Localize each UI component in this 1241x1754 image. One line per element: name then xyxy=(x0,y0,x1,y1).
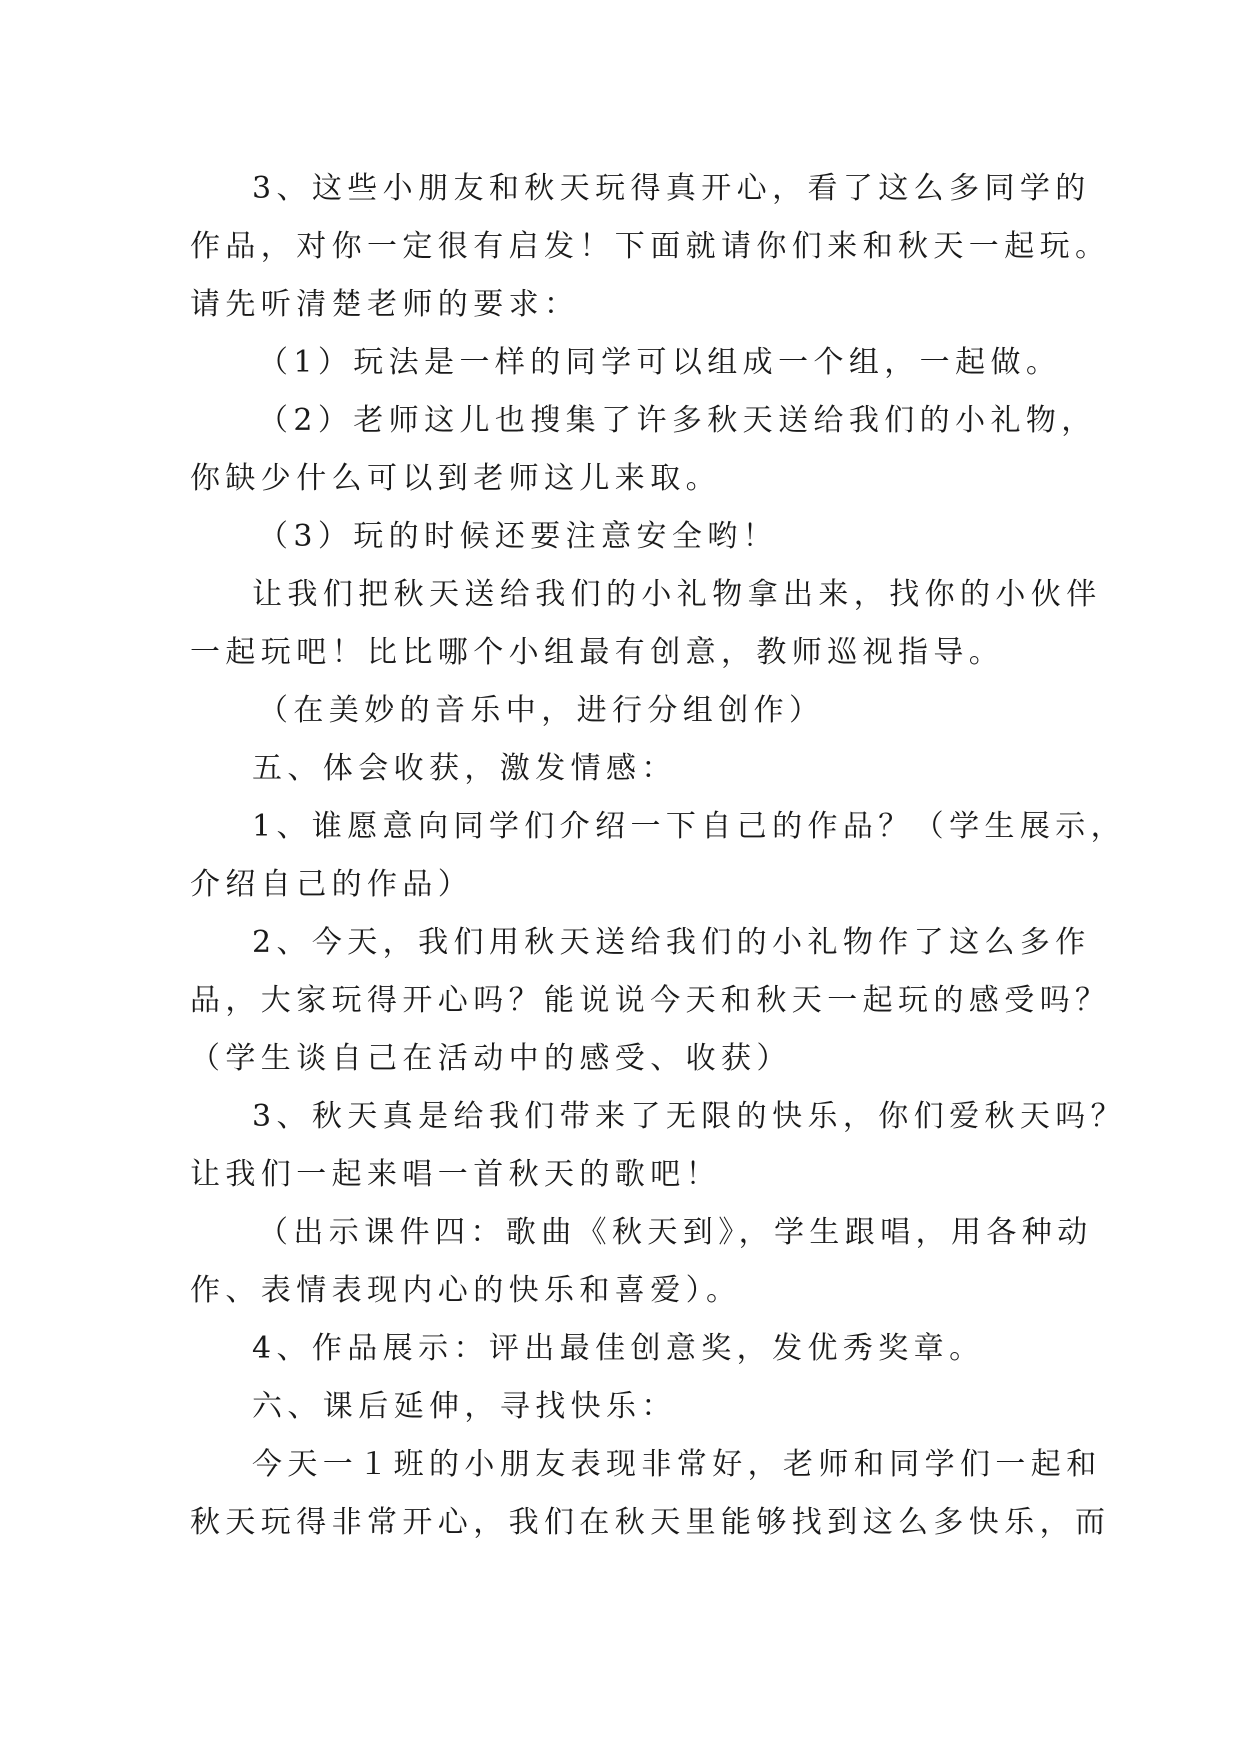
text-line: （学生谈自己在活动中的感受、收获） xyxy=(190,1041,792,1076)
text-line: 作、表情表现内心的快乐和喜爱）。 xyxy=(190,1273,742,1308)
text-line: 今天一１班的小朋友表现非常好，老师和同学们一起和 xyxy=(252,1447,1102,1482)
document-body xyxy=(190,160,1127,1552)
text-line: （出示课件四：歌曲《秋天到》，学生跟唱，用各种动 xyxy=(258,1215,1093,1250)
text-line: 作品，对你一定很有启发！下面就请你们来和秋天一起玩。 xyxy=(190,229,1111,264)
text-line: 品，大家玩得开心吗？能说说今天和秋天一起玩的感受吗？ xyxy=(190,983,1111,1018)
text-line: 3、这些小朋友和秋天玩得真开心，看了这么多同学的 xyxy=(252,171,1091,206)
text-line: 秋天玩得非常开心，我们在秋天里能够找到这么多快乐，而 xyxy=(190,1505,1111,1540)
text-line: 4、作品展示：评出最佳创意奖，发优秀奖章。 xyxy=(252,1331,985,1366)
text-line: 一起玩吧！比比哪个小组最有创意，教师巡视指导。 xyxy=(190,635,1005,670)
text-line: 让我们一起来唱一首秋天的歌吧！ xyxy=(190,1157,721,1192)
text-line: 1、谁愿意向同学们介绍一下自己的作品？（学生展示， xyxy=(252,809,1127,844)
text-line: 2、今天，我们用秋天送给我们的小礼物作了这么多作 xyxy=(252,925,1091,960)
text-line: 六、课后延伸，寻找快乐： xyxy=(252,1389,677,1424)
text-line: 你缺少什么可以到老师这儿来取。 xyxy=(190,461,721,496)
text-line: 五、体会收获，激发情感： xyxy=(252,751,677,786)
text-line: 3、秋天真是给我们带来了无限的快乐，你们爱秋天吗？ xyxy=(252,1099,1127,1134)
text-line: （1）玩法是一样的同学可以组成一个组，一起做。 xyxy=(258,345,1062,380)
text-line: 请先听清楚老师的要求： xyxy=(190,287,580,322)
text-line: （2）老师这儿也搜集了许多秋天送给我们的小礼物， xyxy=(258,403,1097,438)
text-line: （3）玩的时候还要注意安全哟！ xyxy=(258,519,779,554)
text-line: 让我们把秋天送给我们的小礼物拿出来，找你的小伙伴 xyxy=(252,577,1102,612)
text-line: （在美妙的音乐中，进行分组创作） xyxy=(258,693,825,728)
text-line: 介绍自己的作品） xyxy=(190,867,474,902)
